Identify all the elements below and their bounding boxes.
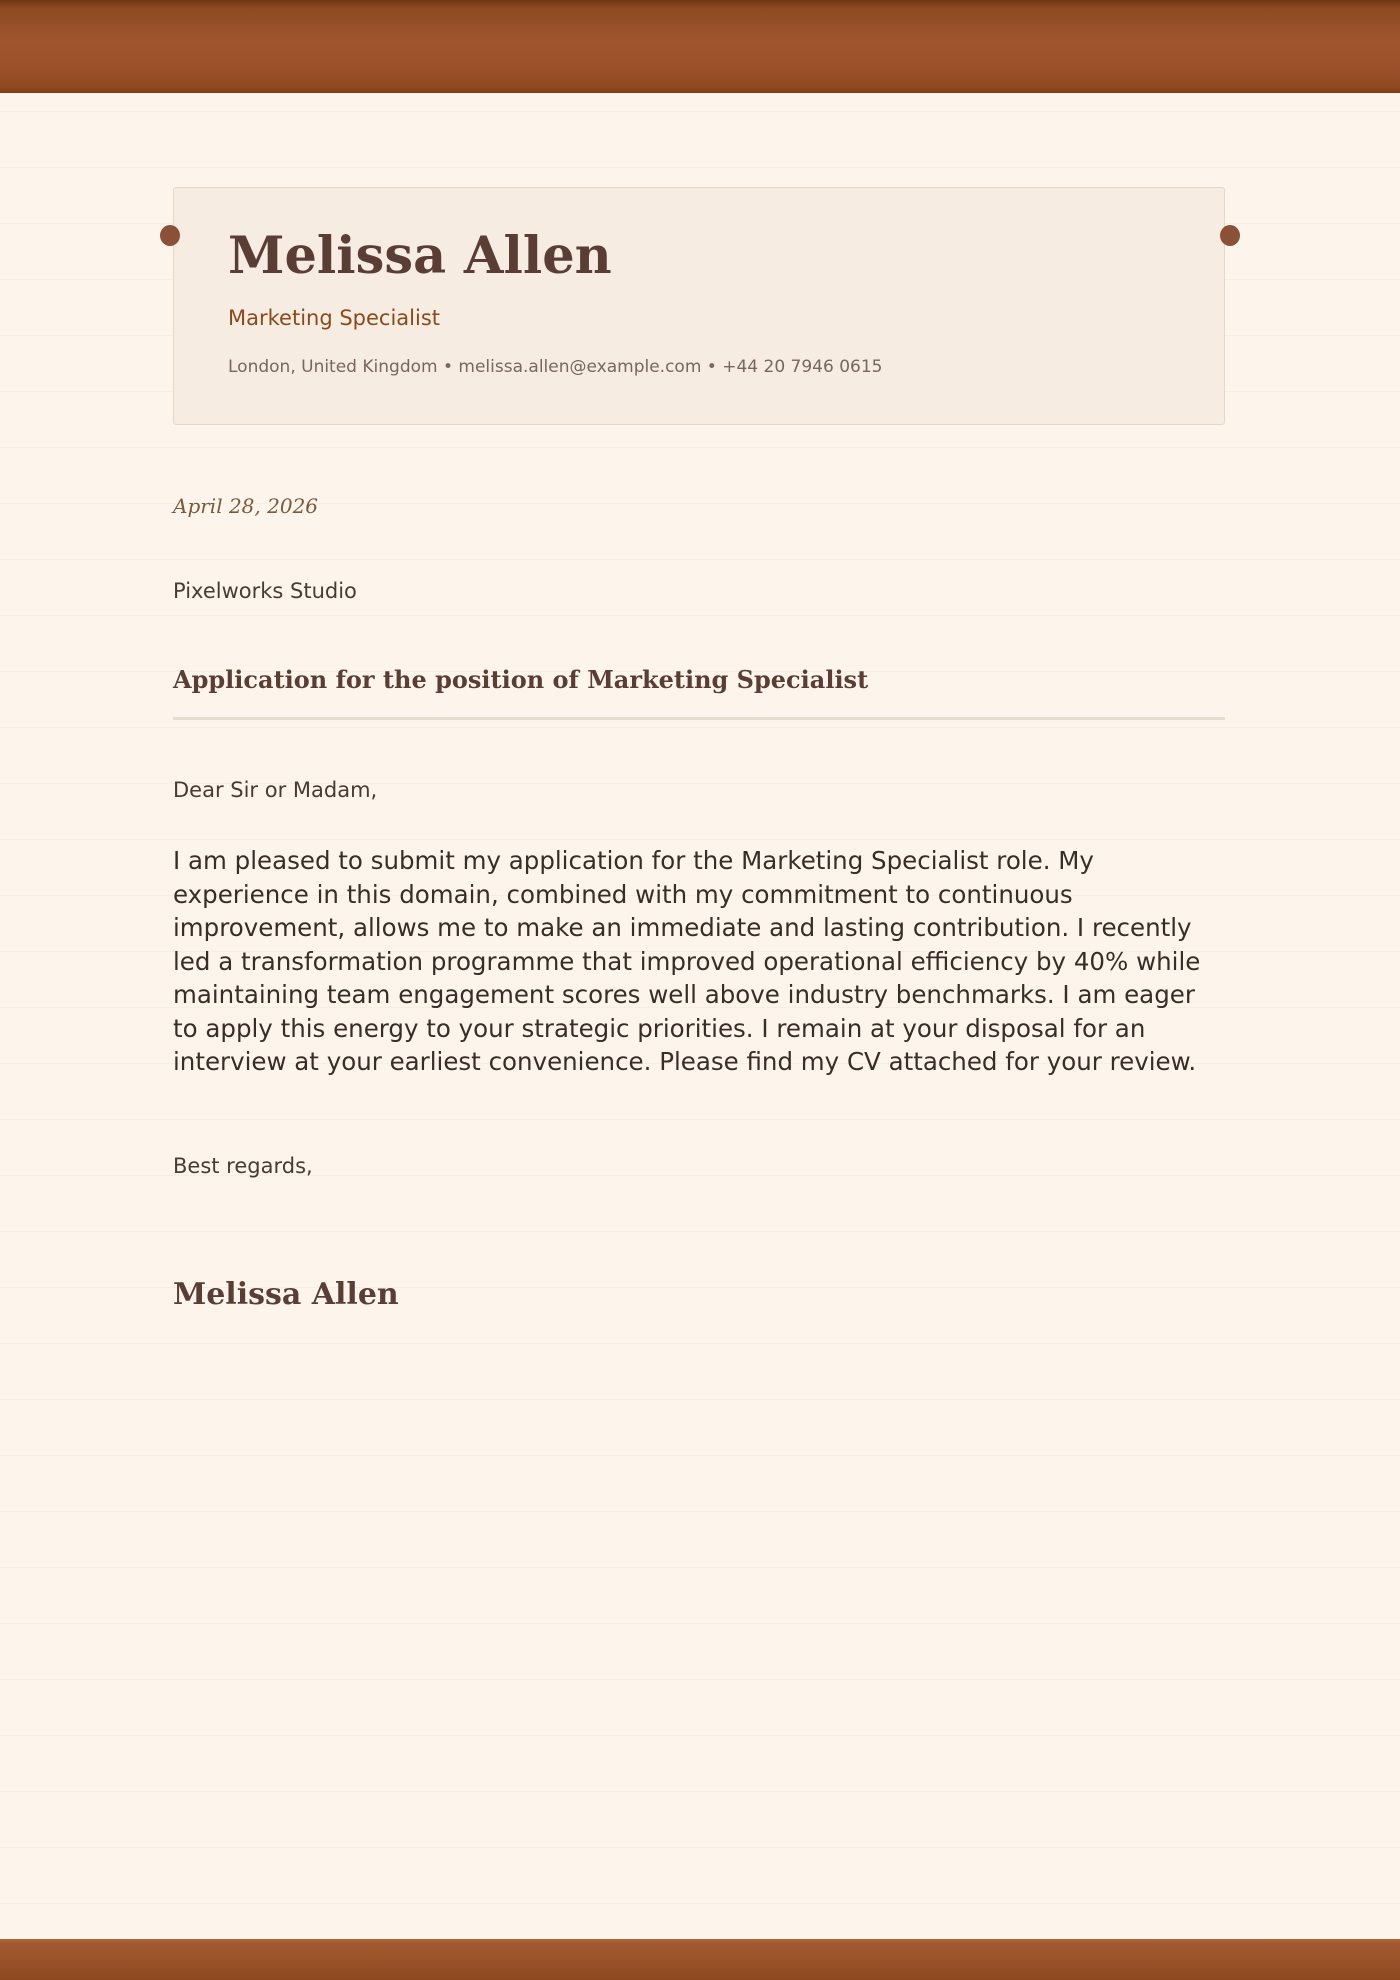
subject-divider [173,717,1225,720]
applicant-name: Melissa Allen [228,226,612,286]
top-decorative-band [0,0,1400,93]
closing: Best regards, [173,1154,313,1178]
bottom-decorative-band [0,1939,1400,1980]
letter-subject: Application for the position of Marketing Specialist [173,665,869,694]
pin-left-icon [160,225,180,246]
letter-body: I am pleased to submit my application for the Marketing Specialist role. My experience in this domain, combined with my commitment to continuous improvement, allows me to make an immediate and lasting contribution. I recently led a transformation programme that improved operational efficiency by 40% while maintaining team engagement scores well above industry benchmarks. I am eager to apply this energy to your strategic priorities. I remain at your disposal for an interview at your earliest convenience. Please find my CV attached for your review. [173,846,1201,1076]
applicant-role: Marketing Specialist [228,306,441,330]
recipient-company: Pixelworks Studio [173,579,357,603]
contact-line: London, United Kingdom • melissa.allen@example.com • +44 20 7946 0615 [228,357,883,377]
signature: Melissa Allen [173,1277,399,1312]
pin-right-icon [1220,225,1240,246]
letter-date: April 28, 2026 [173,494,319,518]
salutation: Dear Sir or Madam, [173,778,378,802]
